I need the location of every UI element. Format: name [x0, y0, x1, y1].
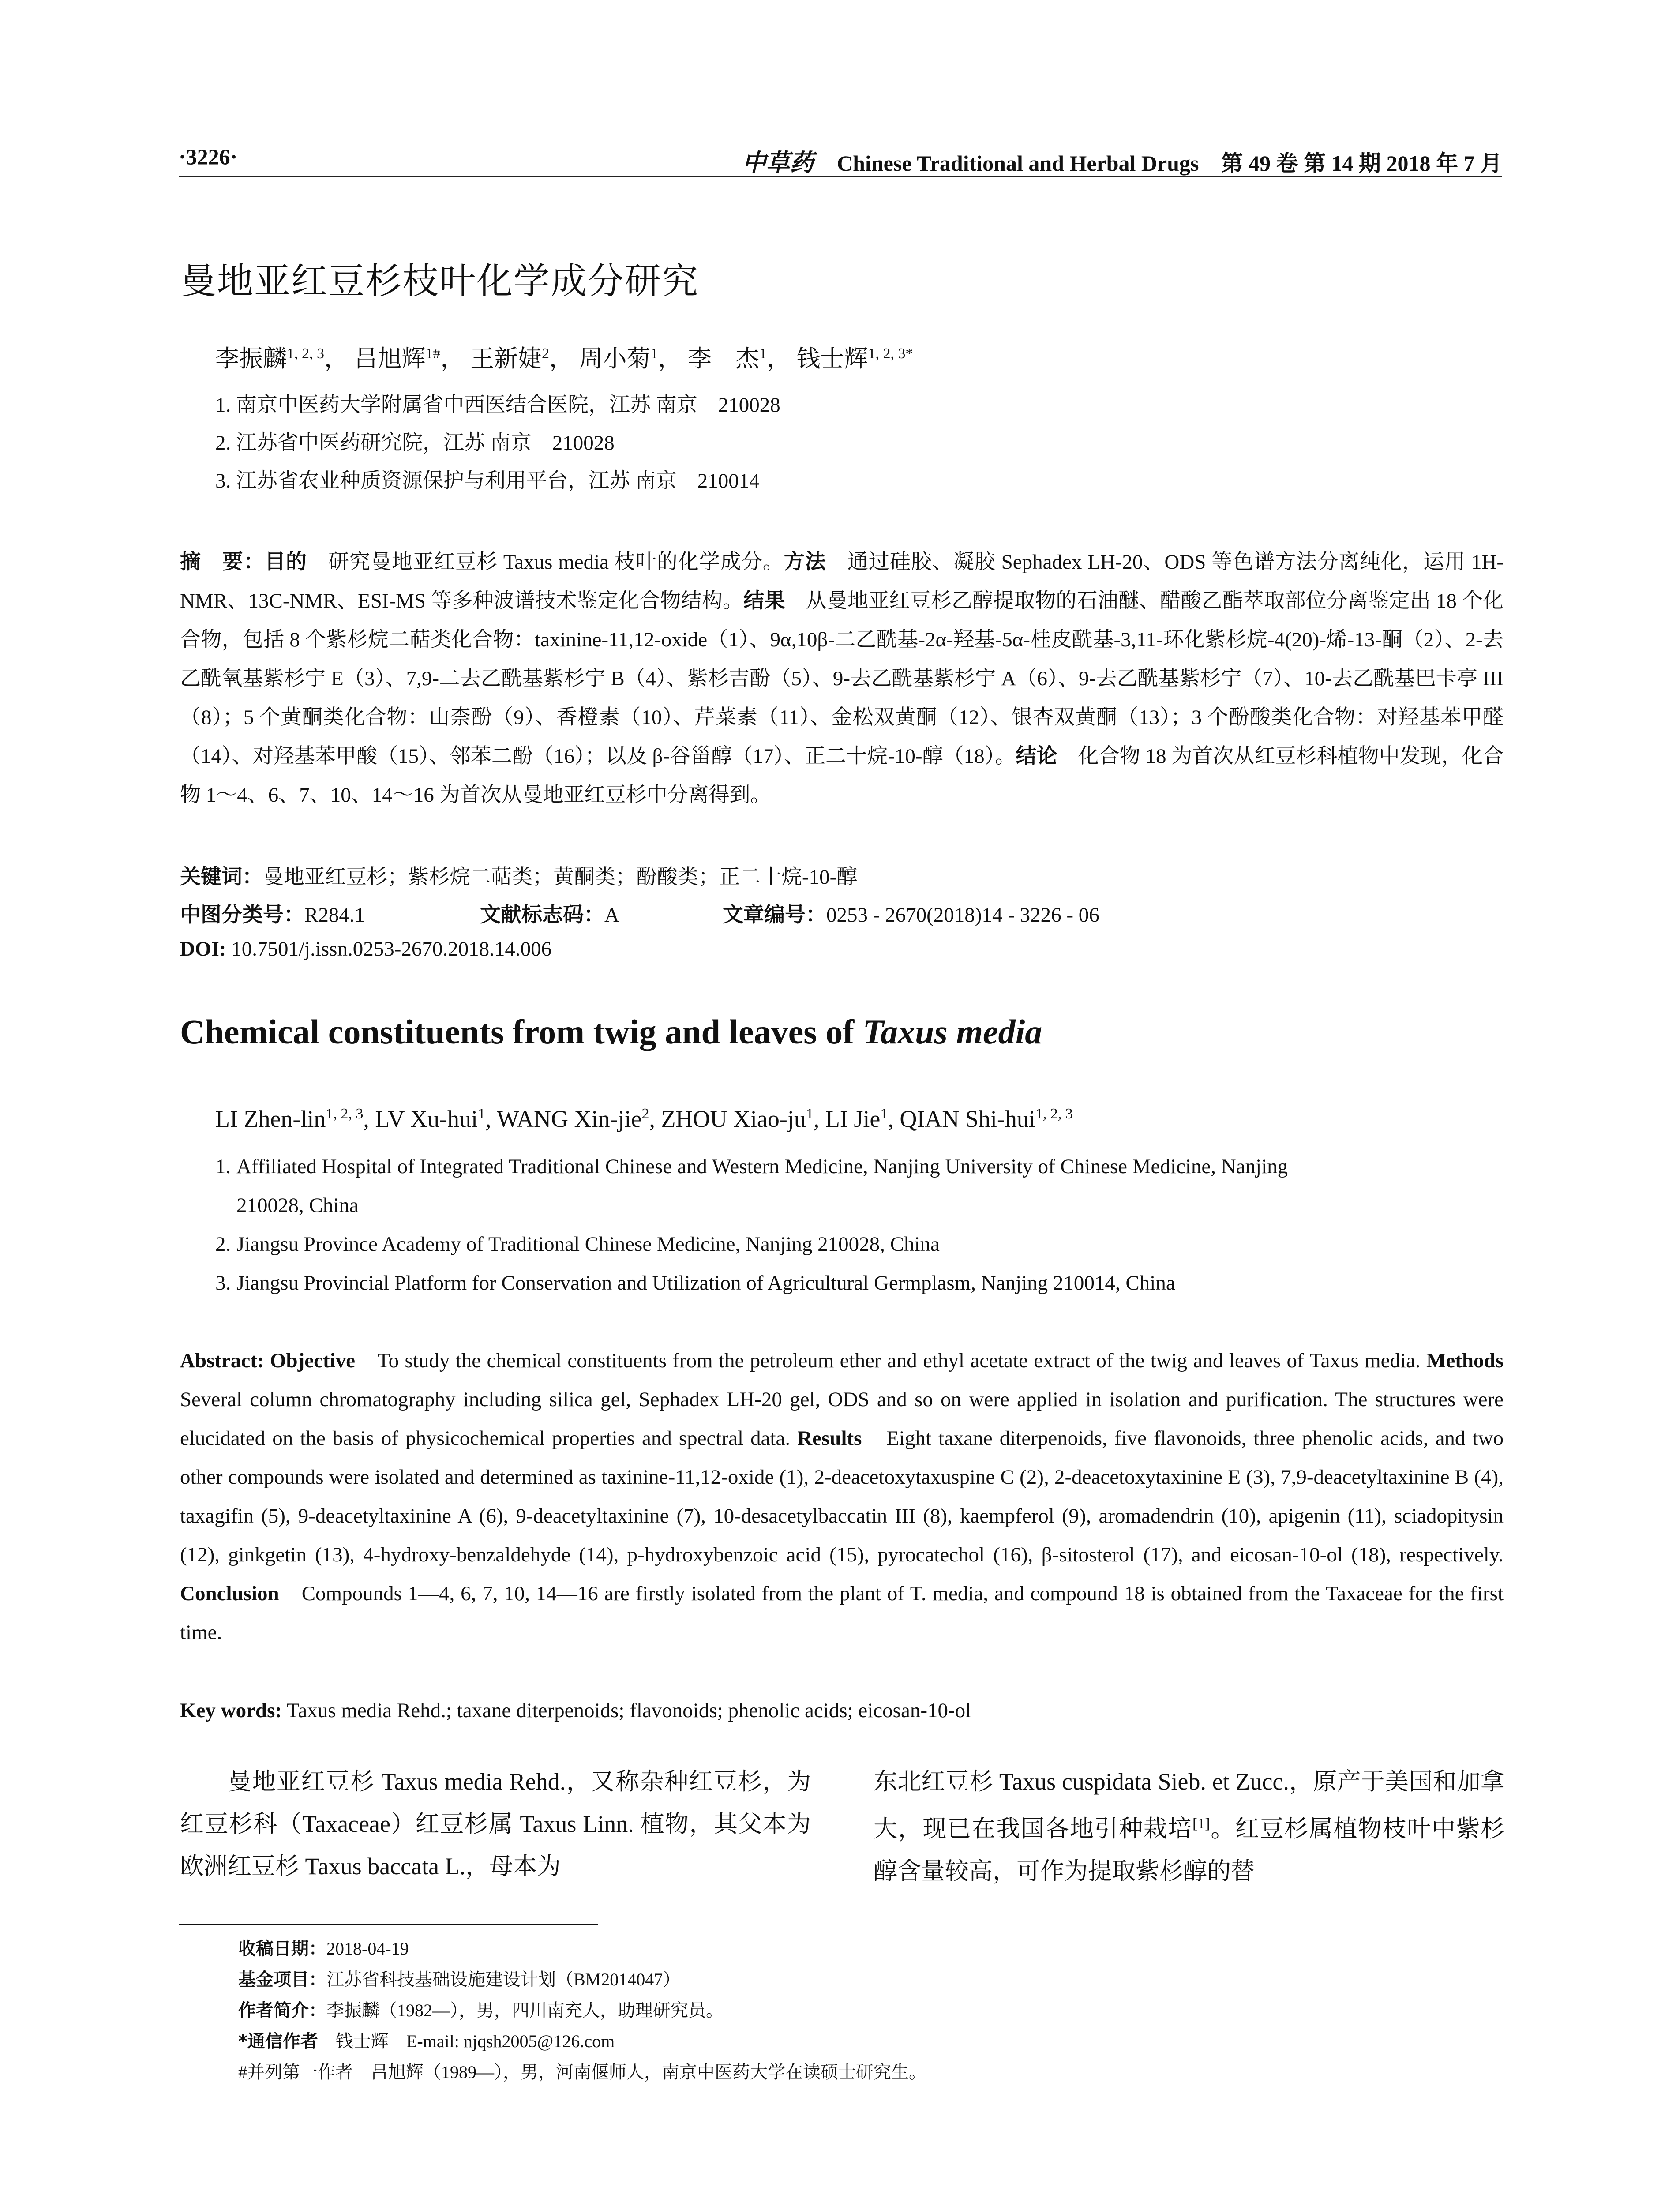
author-affil-mark: 1, 2, 3	[287, 345, 324, 362]
footnote-text: 2018-04-19	[326, 1939, 409, 1958]
affiliation-number: 2.	[215, 1233, 231, 1256]
footnote-co-first-author	[238, 2058, 926, 2083]
affiliation-cn: 3. 江苏省农业种质资源保护与利用平台，江苏 南京 210014	[215, 469, 760, 492]
author-affil-mark: 1	[806, 1106, 814, 1122]
doc-code-label: 文献标志码：	[480, 903, 604, 927]
methods-label: 方法	[784, 551, 826, 574]
footnote-label: 基金项目：	[238, 1970, 326, 1990]
results-text: Eight taxane diterpenoids, five flavonoids, three phenolic acids, and two other compounds were isolated and determined as taxinine-11,12-oxide (1), 2-deacetoxytaxuspine C (2), 2-deacetoxytaxinine E (3), 7,9-deacetyltaxinine B (4), taxagifin (5), 9-deacetyltaxinine A (6), 9-deacetyltaxinine (7), 10-desacetylbaccatin III (8), kaempferol (9), aromadendrin (10), apigenin (11), sciadopitysin (12), ginkgetin (13), 4-hydroxy-benzaldehyde (14), p-hydroxybenzoic acid (15), pyrocatechol (16), β-sitosterol (17), and eicosan-10-ol (18), respectively.	[180, 1427, 1504, 1566]
footnote-author-bio	[238, 1996, 724, 2022]
doi-value: 10.7501/j.issn.0253-2670.2018.14.006	[231, 938, 552, 960]
affiliation-text: Affiliated Hospital of Integrated Traditional Chinese and Western Medicine, Nanjing University of Chinese Medicine, Nanjing	[236, 1155, 1288, 1178]
clc-field	[180, 898, 365, 928]
keywords-label: Key words:	[180, 1699, 282, 1722]
author-affil-mark: 1	[759, 345, 767, 362]
body-column-left: 曼地亚红豆杉 Taxus media Rehd.，又称杂种红豆杉，为红豆杉科（Taxaceae）红豆杉属 Taxus Linn. 植物，其父本为欧洲红豆杉 Taxus baccata L.，母本为	[180, 1768, 811, 1880]
author-affil-mark: 1, 2, 3	[326, 1106, 364, 1122]
doc-code-field	[480, 898, 619, 928]
affiliation-text: Jiangsu Provincial Platform for Conservation and Utilization of Agricultural Germplasm, Nanjing 210014, China	[236, 1272, 1175, 1294]
conclusion-text: Compounds 1—4, 6, 7, 10, 14—16 are firstly isolated from the plant of T. media, and compound 18 is obtained from the Taxaceae for the first time.	[180, 1582, 1504, 1644]
objective-label: 目的	[265, 551, 308, 574]
journal-issue-info: Chinese Traditional and Herbal Drugs 第 49 卷 第 14 期 2018 年 7 月	[837, 151, 1502, 176]
methods-text: 通过硅胶、凝胶 Sephadex LH-20、ODS 等色谱方法分离纯化，运用 1H-NMR、13C-NMR、ESI-MS 等多种波谱技术鉴定化合物结构。	[180, 551, 1504, 612]
body-column-right	[874, 1760, 1504, 1892]
author-affil-mark: 1#	[425, 345, 441, 362]
affiliation-cn: 2. 江苏省中医药研究院，江苏 南京 210028	[215, 431, 615, 454]
author-cn: 王新婕	[470, 345, 542, 372]
footnote-text: #并列第一作者 吕旭辉（1989—），男，河南偃师人，南京中医药大学在读硕士研究生。	[238, 2062, 926, 2082]
running-header	[179, 140, 1502, 177]
author-cn: 吕旭辉	[354, 345, 426, 372]
affiliation-cn: 1. 南京中医药大学附属省中西医结合医院，江苏 南京 210028	[215, 394, 780, 416]
objective-text: To study the chemical constituents from the petroleum ether and ethyl acetate extract of the twig and leaves of Taxus media.	[377, 1349, 1421, 1372]
footnote-text: 江苏省科技基础设施建设计划（BM2014047）	[326, 1970, 681, 1989]
author-affil-mark: 1	[477, 1106, 485, 1122]
clc-value: R284.1	[304, 904, 365, 927]
author-en: WANG Xin-jie	[497, 1106, 642, 1132]
results-text: 从曼地亚红豆杉乙醇提取物的石油醚、醋酸乙酯萃取部位分离鉴定出 18 个化合物，包括 8 个紫杉烷二萜类化合物：taxinine-11,12-oxide（1）、9α,10β-二乙酰基-2α-羟基-5α-桂皮酰基-3,11-环化紫杉烷-4(20)-烯-13-酮（2）、2-去乙酰氧基紫杉宁 E（3）、7,9-二去乙酰基紫杉宁 B（4）、紫杉吉酚（5）、9-去乙酰基紫杉宁 A（6）、9-去乙酰基紫杉宁（7）、10-去乙酰基巴卡亭 III（8）；5 个黄酮类化合物：山柰酚（9）、香橙素（10）、芹菜素（11）、金松双黄酮（12）、银杏双黄酮（13）；3 个酚酸类化合物：对羟基苯甲醛（14）、对羟基苯甲酸（15）、邻苯二酚（16）；以及 β-谷甾醇（17）、正二十烷-10-醇（18）。	[180, 589, 1504, 768]
doi-line	[180, 937, 551, 961]
author-affil-mark: 2	[641, 1106, 649, 1122]
footnote-text: 李振麟（1982—），男，四川南充人，助理研究员。	[326, 2000, 724, 2020]
affiliation-en-continuation: 210028, China	[236, 1194, 359, 1217]
results-label: Results	[797, 1427, 862, 1450]
methods-text: Several column chromatography including silica gel, Sephadex LH-20 gel, ODS and so on were applied in isolation and purification. The structures were elucidated on the basis of physicochemical properties and spectral data.	[180, 1388, 1504, 1450]
title-en-main: Chemical constituents from twig and leaves of	[180, 1013, 863, 1051]
authors-cn: 李振麟$^{1, 2, 3}$， 吕旭辉$^{1\#}$， 王新婕$^2$， 周小菊$^1$， 李 杰$^1$， 钱士辉$^{1, 2, 3*}$	[215, 345, 913, 372]
author-affil-mark: 2	[542, 345, 549, 362]
journal-name-cn: 中草药	[742, 150, 814, 176]
footnote-received	[238, 1935, 409, 1960]
clc-label: 中图分类号：	[180, 903, 304, 927]
author-affil-mark: 1	[880, 1106, 888, 1122]
journal-line	[742, 144, 1502, 178]
author-en: LV Xu-hui	[375, 1106, 478, 1132]
affiliation-en-line	[215, 1225, 1495, 1264]
affiliation-text: Jiangsu Province Academy of Traditional Chinese Medicine, Nanjing 210028, China	[236, 1233, 940, 1256]
author-cn: 李 杰	[688, 345, 759, 372]
authors-en: LI Zhen-lin$^{1, 2, 3}$, LV Xu-hui$^1$, WANG Xin-jie$^2$, ZHOU Xiao-$ju^1$, LI Jie$^1$, QIAN Shi-hui$^{1, 2, 3}$	[215, 1106, 1073, 1132]
author-affil-mark: 1, 2, 3	[1035, 1106, 1073, 1122]
abstract-en	[180, 1341, 1504, 1652]
objective-label: Objective	[270, 1349, 356, 1372]
body-text: 东北红豆杉 Taxus cuspidata Sieb. et Zucc.，原产于美国和加拿大，现已在我国各地引种栽培	[874, 1768, 1504, 1842]
keywords-cn	[180, 860, 857, 890]
keywords-en	[180, 1699, 971, 1722]
keywords-text: 曼地亚红豆杉；紫杉烷二萜类；黄酮类；酚酸类；正二十烷-10-醇	[263, 866, 858, 889]
title-cn: 曼地亚红豆杉枝叶化学成分研究	[180, 260, 699, 302]
article-no-value: 0253 - 2670(2018)14 - 3226 - 06	[826, 904, 1099, 927]
conclusion-label: 结论	[1016, 745, 1058, 768]
affiliation-en	[215, 1147, 1495, 1302]
footnote-funding	[238, 1966, 680, 1991]
footnote-label: 作者简介：	[238, 2000, 326, 2021]
affiliation-number: 3.	[215, 1272, 231, 1294]
abstract-label: 摘 要：	[180, 551, 265, 574]
footnote-divider	[179, 1924, 598, 1925]
author-en: ZHOU Xiao-ju	[661, 1106, 806, 1132]
footnote-label: 收稿日期：	[238, 1939, 326, 1959]
footnote-corresponding-author	[238, 2027, 615, 2052]
footnote-text: 钱士辉 E-mail: njqsh2005@126.com	[318, 2031, 615, 2051]
author-en: LI Zhen-lin	[215, 1106, 326, 1132]
citation-ref: [1]	[1192, 1816, 1210, 1832]
article-no-field	[723, 898, 1099, 928]
author-cn: 李振麟	[215, 345, 287, 372]
author-cn: 周小菊	[579, 345, 651, 372]
conclusion-label: Conclusion	[180, 1582, 279, 1605]
abstract-label: Abstract:	[180, 1349, 264, 1372]
body-text: 。红豆杉属植物枝叶中紫杉醇含量较高，可作为提取紫杉醇的替	[874, 1816, 1505, 1884]
title-en-species: Taxus media	[862, 1013, 1042, 1051]
author-en: LI Jie	[825, 1106, 881, 1132]
page-number: ·3226·	[179, 144, 238, 169]
abstract-cn	[180, 543, 1504, 814]
affiliation-number: 1.	[215, 1155, 231, 1178]
objective-text: 研究曼地亚红豆杉 Taxus media 枝叶的化学成分。	[328, 551, 784, 574]
author-en: QIAN Shi-hui	[900, 1106, 1035, 1132]
doi-label: DOI:	[180, 938, 226, 960]
doc-code-value: A	[604, 904, 619, 927]
conclusion-text: 化合物 18 为首次从红豆杉科植物中发现，化合物 1～4、6、7、10、14～16 为首次从曼地亚红豆杉中分离得到。	[180, 745, 1504, 807]
methods-label: Methods	[1426, 1349, 1504, 1372]
affiliation-en-line	[215, 1264, 1495, 1302]
footnote-label: *通信作者	[238, 2031, 318, 2052]
article-no-label: 文章编号：	[723, 903, 826, 927]
title-en	[180, 1012, 1042, 1052]
author-cn: 钱士辉	[796, 345, 868, 372]
keywords-text: Taxus media Rehd.; taxane diterpenoids; flavonoids; phenolic acids; eicosan-10-ol	[286, 1699, 971, 1722]
author-affil-mark: 1	[650, 345, 658, 362]
author-affil-mark: 1, 2, 3*	[868, 345, 913, 362]
results-label: 结果	[743, 589, 785, 612]
affiliation-en-line	[215, 1147, 1495, 1186]
keywords-label: 关键词：	[180, 865, 263, 889]
